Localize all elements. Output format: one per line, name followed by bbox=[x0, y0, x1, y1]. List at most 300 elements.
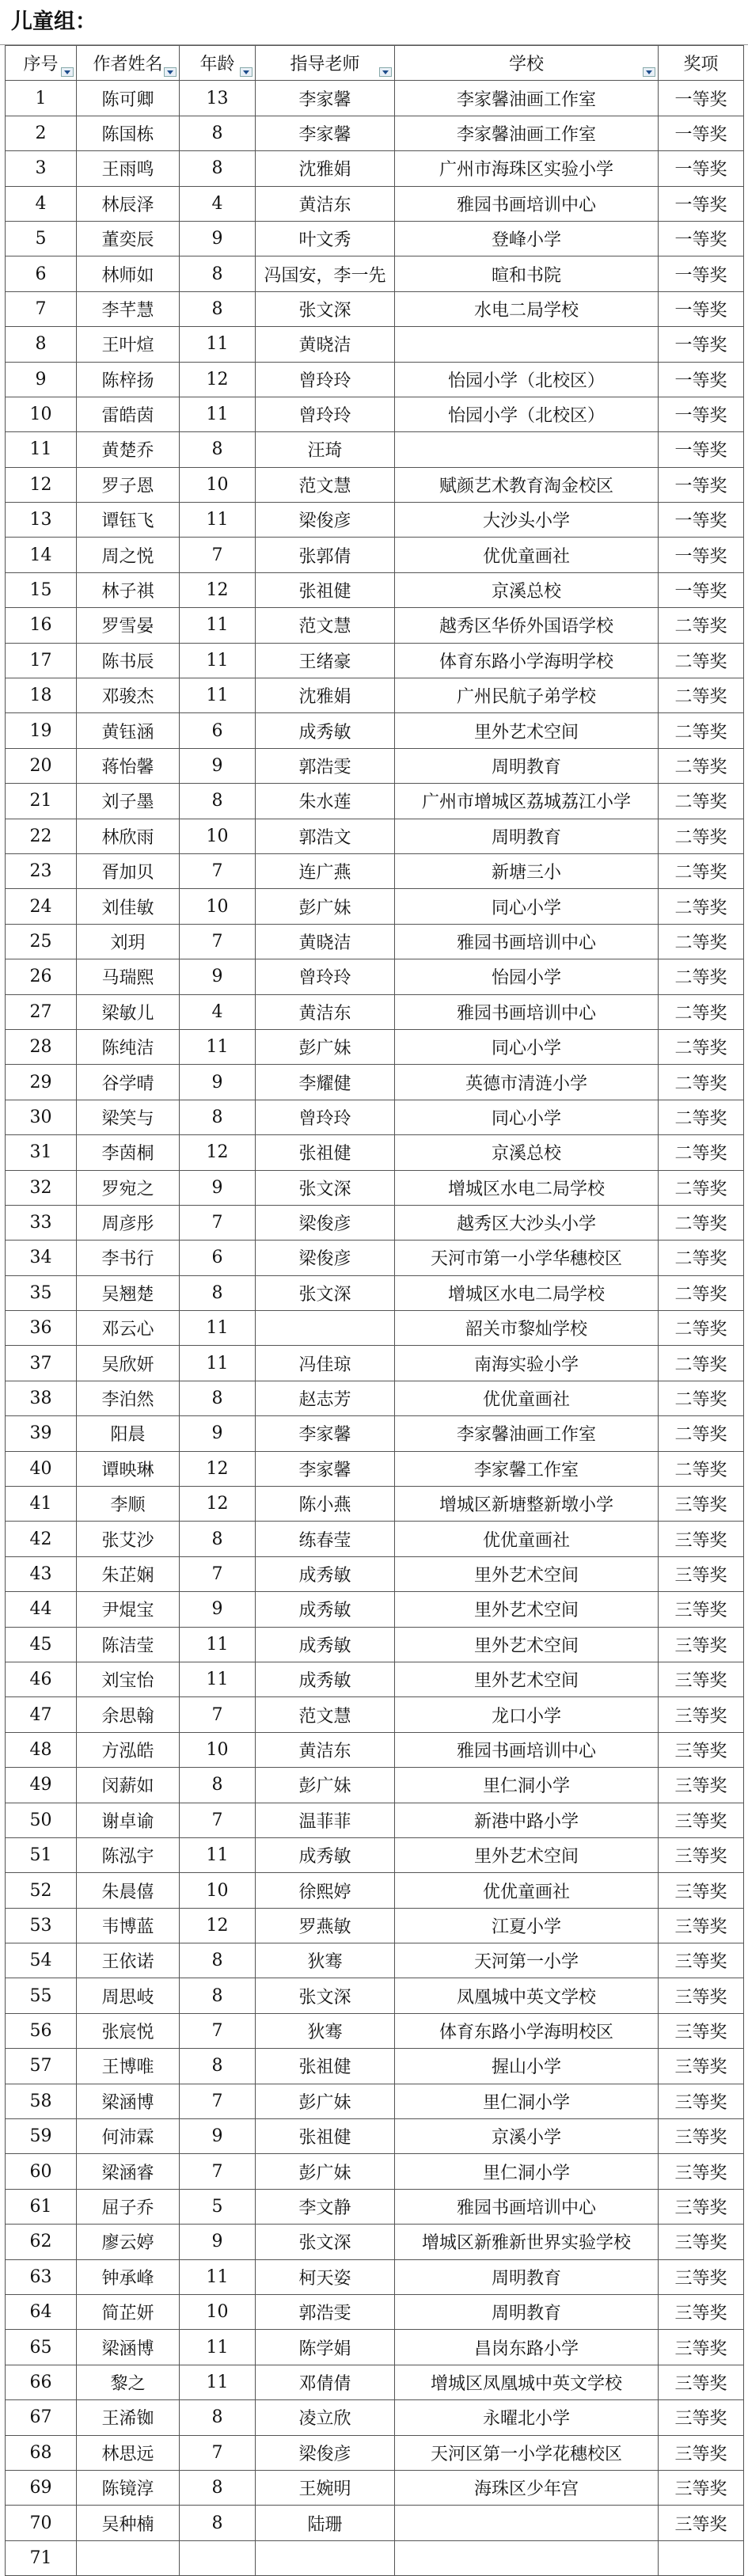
cell-award[interactable]: 三等奖 bbox=[659, 1592, 744, 1627]
cell-teacher[interactable]: 黄洁东 bbox=[256, 186, 395, 221]
cell-teacher[interactable]: 温菲菲 bbox=[256, 1803, 395, 1837]
cell-award[interactable]: 二等奖 bbox=[659, 784, 744, 819]
cell-index[interactable]: 69 bbox=[6, 2470, 77, 2505]
cell-author-name[interactable]: 罗宛之 bbox=[77, 1170, 180, 1205]
cell-school[interactable]: 韶关市黎灿学校 bbox=[395, 1311, 659, 1346]
cell-author-name[interactable]: 李顺 bbox=[77, 1487, 180, 1522]
cell-age[interactable]: 5 bbox=[180, 2189, 256, 2224]
cell-award[interactable]: 三等奖 bbox=[659, 2506, 744, 2540]
cell-teacher[interactable]: 彭广妹 bbox=[256, 889, 395, 924]
cell-teacher[interactable]: 李文静 bbox=[256, 2189, 395, 2224]
cell-index[interactable]: 20 bbox=[6, 748, 77, 783]
cell-age[interactable]: 4 bbox=[180, 186, 256, 221]
cell-award[interactable]: 一等奖 bbox=[659, 397, 744, 431]
cell-author-name[interactable]: 陈洁莹 bbox=[77, 1627, 180, 1662]
cell-teacher[interactable]: 罗燕敏 bbox=[256, 1908, 395, 1943]
cell-index[interactable]: 11 bbox=[6, 432, 77, 467]
cell-age[interactable]: 7 bbox=[180, 853, 256, 888]
cell-school[interactable]: 雅园书画培训中心 bbox=[395, 186, 659, 221]
cell-teacher[interactable]: 成秀敏 bbox=[256, 1556, 395, 1591]
cell-index[interactable]: 56 bbox=[6, 2013, 77, 2048]
cell-author-name[interactable]: 林师如 bbox=[77, 256, 180, 291]
cell-age[interactable]: 8 bbox=[180, 2470, 256, 2505]
cell-award[interactable]: 二等奖 bbox=[659, 853, 744, 888]
cell-age[interactable]: 11 bbox=[180, 1029, 256, 1064]
cell-index[interactable]: 6 bbox=[6, 256, 77, 291]
cell-author-name[interactable]: 闵薪如 bbox=[77, 1768, 180, 1803]
cell-school[interactable]: 里仁洞小学 bbox=[395, 2084, 659, 2118]
cell-age[interactable]: 11 bbox=[180, 1346, 256, 1381]
cell-teacher[interactable]: 张文深 bbox=[256, 291, 395, 326]
cell-index[interactable]: 16 bbox=[6, 608, 77, 643]
cell-age[interactable]: 7 bbox=[180, 924, 256, 959]
cell-teacher[interactable]: 彭广妹 bbox=[256, 2154, 395, 2189]
cell-school[interactable]: 广州民航子弟学校 bbox=[395, 678, 659, 713]
cell-index[interactable]: 23 bbox=[6, 853, 77, 888]
cell-index[interactable]: 1 bbox=[6, 81, 77, 116]
cell-age[interactable]: 11 bbox=[180, 327, 256, 362]
cell-award[interactable]: 一等奖 bbox=[659, 256, 744, 291]
cell-teacher[interactable]: 张文深 bbox=[256, 1170, 395, 1205]
cell-award[interactable]: 二等奖 bbox=[659, 1065, 744, 1100]
cell-index[interactable]: 66 bbox=[6, 2365, 77, 2399]
cell-award[interactable]: 三等奖 bbox=[659, 1873, 744, 1908]
cell-award[interactable]: 三等奖 bbox=[659, 2084, 744, 2118]
cell-teacher[interactable]: 连广燕 bbox=[256, 853, 395, 888]
cell-school[interactable]: 雅园书画培训中心 bbox=[395, 2189, 659, 2224]
cell-author-name[interactable]: 梁涵睿 bbox=[77, 2154, 180, 2189]
cell-school[interactable]: 京溪小学 bbox=[395, 2119, 659, 2154]
cell-index[interactable]: 39 bbox=[6, 1416, 77, 1451]
cell-index[interactable]: 14 bbox=[6, 538, 77, 572]
cell-author-name[interactable]: 罗雪晏 bbox=[77, 608, 180, 643]
cell-age[interactable]: 8 bbox=[180, 2400, 256, 2435]
cell-age[interactable]: 10 bbox=[180, 2295, 256, 2330]
cell-age[interactable]: 11 bbox=[180, 503, 256, 538]
cell-index[interactable]: 58 bbox=[6, 2084, 77, 2118]
cell-author-name[interactable]: 何沛霖 bbox=[77, 2119, 180, 2154]
cell-school[interactable]: 增城区凤凰城中英文学校 bbox=[395, 2365, 659, 2399]
cell-index[interactable]: 21 bbox=[6, 784, 77, 819]
cell-award[interactable]: 二等奖 bbox=[659, 1381, 744, 1415]
cell-school[interactable]: 里外艺术空间 bbox=[395, 1592, 659, 1627]
cell-teacher[interactable]: 黄晓洁 bbox=[256, 327, 395, 362]
cell-age[interactable]: 8 bbox=[180, 1978, 256, 2013]
cell-index[interactable]: 67 bbox=[6, 2400, 77, 2435]
cell-teacher[interactable]: 李家馨 bbox=[256, 116, 395, 150]
cell-school[interactable]: 李家馨油画工作室 bbox=[395, 81, 659, 116]
cell-age[interactable]: 9 bbox=[180, 2119, 256, 2154]
cell-age[interactable]: 8 bbox=[180, 1768, 256, 1803]
cell-age[interactable]: 8 bbox=[180, 1943, 256, 1978]
cell-age[interactable]: 9 bbox=[180, 221, 256, 256]
cell-award[interactable]: 一等奖 bbox=[659, 81, 744, 116]
cell-award[interactable]: 二等奖 bbox=[659, 1275, 744, 1310]
cell-age[interactable]: 7 bbox=[180, 1803, 256, 1837]
cell-author-name[interactable]: 廖云婷 bbox=[77, 2225, 180, 2259]
cell-school[interactable]: 京溪总校 bbox=[395, 1135, 659, 1170]
cell-school[interactable]: 南海实验小学 bbox=[395, 1346, 659, 1381]
cell-award[interactable]: 三等奖 bbox=[659, 1803, 744, 1837]
cell-award[interactable]: 二等奖 bbox=[659, 608, 744, 643]
cell-age[interactable]: 12 bbox=[180, 572, 256, 607]
cell-school[interactable]: 雅园书画培训中心 bbox=[395, 994, 659, 1029]
cell-award[interactable]: 三等奖 bbox=[659, 2365, 744, 2399]
cell-author-name[interactable]: 方泓皓 bbox=[77, 1732, 180, 1767]
cell-age[interactable]: 12 bbox=[180, 1908, 256, 1943]
cell-school[interactable]: 周明教育 bbox=[395, 2259, 659, 2294]
cell-school[interactable]: 怡园小学（北校区） bbox=[395, 397, 659, 431]
cell-teacher[interactable]: 李家馨 bbox=[256, 1416, 395, 1451]
cell-age[interactable]: 7 bbox=[180, 1556, 256, 1591]
cell-age[interactable]: 10 bbox=[180, 467, 256, 502]
cell-teacher[interactable]: 梁俊彦 bbox=[256, 1205, 395, 1240]
cell-award[interactable]: 二等奖 bbox=[659, 678, 744, 713]
cell-school[interactable]: 海珠区少年宫 bbox=[395, 2470, 659, 2505]
cell-award[interactable]: 三等奖 bbox=[659, 2259, 744, 2294]
cell-author-name[interactable]: 李书行 bbox=[77, 1241, 180, 1275]
cell-age[interactable]: 11 bbox=[180, 643, 256, 678]
cell-teacher[interactable]: 张郭倩 bbox=[256, 538, 395, 572]
cell-award[interactable]: 二等奖 bbox=[659, 959, 744, 994]
cell-award[interactable]: 三等奖 bbox=[659, 2225, 744, 2259]
cell-age[interactable]: 12 bbox=[180, 1487, 256, 1522]
cell-author-name[interactable]: 屈子乔 bbox=[77, 2189, 180, 2224]
cell-index[interactable]: 4 bbox=[6, 186, 77, 221]
cell-teacher[interactable]: 梁俊彦 bbox=[256, 1241, 395, 1275]
cell-age[interactable]: 8 bbox=[180, 784, 256, 819]
cell-school[interactable]: 优优童画社 bbox=[395, 538, 659, 572]
cell-school[interactable]: 里外艺术空间 bbox=[395, 713, 659, 748]
header-author-name[interactable]: 作者姓名 bbox=[77, 46, 180, 81]
cell-school[interactable]: 雅园书画培训中心 bbox=[395, 924, 659, 959]
cell-school[interactable]: 暄和书院 bbox=[395, 256, 659, 291]
cell-school[interactable]: 广州市增城区荔城荔江小学 bbox=[395, 784, 659, 819]
cell-teacher[interactable]: 徐熙婷 bbox=[256, 1873, 395, 1908]
cell-school[interactable]: 周明教育 bbox=[395, 2295, 659, 2330]
cell-teacher[interactable]: 黄洁东 bbox=[256, 1732, 395, 1767]
cell-age[interactable]: 10 bbox=[180, 1873, 256, 1908]
cell-index[interactable]: 13 bbox=[6, 503, 77, 538]
cell-teacher[interactable]: 张祖健 bbox=[256, 2049, 395, 2084]
cell-teacher[interactable]: 陈小燕 bbox=[256, 1487, 395, 1522]
cell-author-name[interactable]: 刘子墨 bbox=[77, 784, 180, 819]
cell-teacher[interactable]: 成秀敏 bbox=[256, 1592, 395, 1627]
cell-school[interactable]: 天河区第一小学花穗校区 bbox=[395, 2435, 659, 2470]
cell-award[interactable]: 三等奖 bbox=[659, 1522, 744, 1556]
cell-index[interactable]: 45 bbox=[6, 1627, 77, 1662]
cell-award[interactable]: 二等奖 bbox=[659, 1311, 744, 1346]
cell-school[interactable]: 广州市海珠区实验小学 bbox=[395, 151, 659, 186]
cell-index[interactable]: 41 bbox=[6, 1487, 77, 1522]
cell-author-name[interactable]: 梁敏儿 bbox=[77, 994, 180, 1029]
cell-index[interactable]: 5 bbox=[6, 221, 77, 256]
cell-teacher[interactable]: 沈雅娟 bbox=[256, 678, 395, 713]
cell-award[interactable]: 二等奖 bbox=[659, 1416, 744, 1451]
cell-school[interactable]: 增城区水电二局学校 bbox=[395, 1275, 659, 1310]
cell-age[interactable]: 13 bbox=[180, 81, 256, 116]
cell-index[interactable]: 57 bbox=[6, 2049, 77, 2084]
cell-age[interactable]: 12 bbox=[180, 1135, 256, 1170]
cell-index[interactable]: 27 bbox=[6, 994, 77, 1029]
cell-author-name[interactable]: 梁涵博 bbox=[77, 2084, 180, 2118]
cell-award[interactable]: 一等奖 bbox=[659, 151, 744, 186]
cell-author-name[interactable] bbox=[77, 2540, 180, 2575]
cell-index[interactable]: 70 bbox=[6, 2506, 77, 2540]
cell-age[interactable]: 7 bbox=[180, 1205, 256, 1240]
cell-age[interactable]: 9 bbox=[180, 1592, 256, 1627]
cell-author-name[interactable]: 张艾沙 bbox=[77, 1522, 180, 1556]
cell-author-name[interactable]: 余思翰 bbox=[77, 1697, 180, 1732]
cell-school[interactable]: 周明教育 bbox=[395, 819, 659, 853]
cell-school[interactable]: 李家馨油画工作室 bbox=[395, 116, 659, 150]
cell-award[interactable]: 一等奖 bbox=[659, 291, 744, 326]
cell-age[interactable]: 11 bbox=[180, 2365, 256, 2399]
cell-author-name[interactable]: 王浠铷 bbox=[77, 2400, 180, 2435]
filter-dropdown-icon[interactable] bbox=[61, 67, 74, 77]
cell-school[interactable]: 新塘三小 bbox=[395, 853, 659, 888]
cell-award[interactable]: 三等奖 bbox=[659, 2013, 744, 2048]
cell-school[interactable] bbox=[395, 2506, 659, 2540]
cell-index[interactable]: 68 bbox=[6, 2435, 77, 2470]
cell-index[interactable]: 61 bbox=[6, 2189, 77, 2224]
filter-dropdown-icon[interactable] bbox=[240, 67, 252, 77]
cell-author-name[interactable]: 陈可卿 bbox=[77, 81, 180, 116]
cell-school[interactable]: 同心小学 bbox=[395, 1100, 659, 1134]
header-school[interactable]: 学校 bbox=[395, 46, 659, 81]
cell-teacher[interactable]: 郭浩文 bbox=[256, 819, 395, 853]
cell-school[interactable]: 增城区新塘整新墩小学 bbox=[395, 1487, 659, 1522]
cell-author-name[interactable]: 王博唯 bbox=[77, 2049, 180, 2084]
cell-age[interactable]: 11 bbox=[180, 678, 256, 713]
cell-award[interactable]: 三等奖 bbox=[659, 1697, 744, 1732]
cell-teacher[interactable] bbox=[256, 1311, 395, 1346]
cell-age[interactable]: 8 bbox=[180, 1381, 256, 1415]
cell-school[interactable]: 天河市第一小学华穗校区 bbox=[395, 1241, 659, 1275]
cell-index[interactable]: 44 bbox=[6, 1592, 77, 1627]
cell-school[interactable]: 怡园小学 bbox=[395, 959, 659, 994]
cell-index[interactable]: 43 bbox=[6, 1556, 77, 1591]
cell-award[interactable]: 一等奖 bbox=[659, 186, 744, 221]
cell-school[interactable]: 江夏小学 bbox=[395, 1908, 659, 1943]
cell-index[interactable]: 24 bbox=[6, 889, 77, 924]
cell-teacher[interactable]: 沈雅娟 bbox=[256, 151, 395, 186]
cell-award[interactable]: 一等奖 bbox=[659, 503, 744, 538]
cell-award[interactable]: 二等奖 bbox=[659, 889, 744, 924]
cell-index[interactable]: 40 bbox=[6, 1451, 77, 1486]
cell-teacher[interactable]: 叶文秀 bbox=[256, 221, 395, 256]
cell-teacher[interactable]: 王婉明 bbox=[256, 2470, 395, 2505]
cell-index[interactable]: 31 bbox=[6, 1135, 77, 1170]
cell-teacher[interactable]: 陆珊 bbox=[256, 2506, 395, 2540]
cell-school[interactable]: 体育东路小学海明校区 bbox=[395, 2013, 659, 2048]
cell-teacher[interactable]: 张祖健 bbox=[256, 572, 395, 607]
cell-author-name[interactable]: 阳晨 bbox=[77, 1416, 180, 1451]
cell-author-name[interactable]: 林思远 bbox=[77, 2435, 180, 2470]
cell-age[interactable]: 9 bbox=[180, 2225, 256, 2259]
cell-author-name[interactable]: 蒋怡馨 bbox=[77, 748, 180, 783]
cell-award[interactable]: 一等奖 bbox=[659, 221, 744, 256]
cell-school[interactable]: 里外艺术空间 bbox=[395, 1627, 659, 1662]
cell-school[interactable]: 增城区水电二局学校 bbox=[395, 1170, 659, 1205]
cell-school[interactable]: 优优童画社 bbox=[395, 1522, 659, 1556]
cell-award[interactable]: 三等奖 bbox=[659, 1627, 744, 1662]
cell-author-name[interactable]: 王依诺 bbox=[77, 1943, 180, 1978]
cell-age[interactable]: 11 bbox=[180, 1837, 256, 1872]
cell-age[interactable]: 8 bbox=[180, 291, 256, 326]
cell-award[interactable]: 二等奖 bbox=[659, 1205, 744, 1240]
cell-index[interactable]: 36 bbox=[6, 1311, 77, 1346]
cell-author-name[interactable]: 陈书辰 bbox=[77, 643, 180, 678]
cell-author-name[interactable]: 陈镜淳 bbox=[77, 2470, 180, 2505]
cell-index[interactable]: 54 bbox=[6, 1943, 77, 1978]
cell-award[interactable]: 三等奖 bbox=[659, 2119, 744, 2154]
cell-author-name[interactable]: 谢卓谕 bbox=[77, 1803, 180, 1837]
cell-teacher[interactable]: 狄骞 bbox=[256, 2013, 395, 2048]
cell-teacher[interactable]: 范文慧 bbox=[256, 467, 395, 502]
cell-author-name[interactable]: 尹焜宝 bbox=[77, 1592, 180, 1627]
cell-teacher[interactable]: 王绪豪 bbox=[256, 643, 395, 678]
cell-school[interactable]: 登峰小学 bbox=[395, 221, 659, 256]
cell-age[interactable]: 7 bbox=[180, 2154, 256, 2189]
cell-author-name[interactable]: 刘佳敏 bbox=[77, 889, 180, 924]
cell-award[interactable]: 一等奖 bbox=[659, 432, 744, 467]
cell-author-name[interactable]: 吴欣妍 bbox=[77, 1346, 180, 1381]
header-teacher[interactable]: 指导老师 bbox=[256, 46, 395, 81]
cell-index[interactable]: 7 bbox=[6, 291, 77, 326]
cell-school[interactable]: 里外艺术空间 bbox=[395, 1837, 659, 1872]
cell-author-name[interactable]: 王叶煊 bbox=[77, 327, 180, 362]
filter-dropdown-icon[interactable] bbox=[643, 67, 655, 77]
cell-age[interactable]: 10 bbox=[180, 889, 256, 924]
cell-award[interactable]: 二等奖 bbox=[659, 1135, 744, 1170]
cell-teacher[interactable]: 彭广妹 bbox=[256, 1768, 395, 1803]
cell-school[interactable]: 优优童画社 bbox=[395, 1381, 659, 1415]
cell-index[interactable]: 52 bbox=[6, 1873, 77, 1908]
cell-teacher[interactable]: 范文慧 bbox=[256, 1697, 395, 1732]
cell-teacher[interactable]: 张文深 bbox=[256, 1275, 395, 1310]
cell-teacher[interactable]: 曾玲玲 bbox=[256, 959, 395, 994]
cell-teacher[interactable]: 郭浩雯 bbox=[256, 2295, 395, 2330]
cell-teacher[interactable]: 曾玲玲 bbox=[256, 1100, 395, 1134]
cell-author-name[interactable]: 黄钰涵 bbox=[77, 713, 180, 748]
cell-award[interactable]: 三等奖 bbox=[659, 1662, 744, 1696]
cell-award[interactable]: 三等奖 bbox=[659, 2154, 744, 2189]
cell-author-name[interactable]: 吴种楠 bbox=[77, 2506, 180, 2540]
cell-school[interactable]: 龙口小学 bbox=[395, 1697, 659, 1732]
cell-teacher[interactable]: 成秀敏 bbox=[256, 1837, 395, 1872]
cell-author-name[interactable]: 谷学晴 bbox=[77, 1065, 180, 1100]
cell-teacher[interactable]: 彭广妹 bbox=[256, 2084, 395, 2118]
cell-teacher[interactable]: 陈学娟 bbox=[256, 2330, 395, 2365]
cell-teacher[interactable]: 范文慧 bbox=[256, 608, 395, 643]
cell-teacher[interactable]: 狄骞 bbox=[256, 1943, 395, 1978]
cell-award[interactable]: 二等奖 bbox=[659, 748, 744, 783]
cell-school[interactable]: 天河第一小学 bbox=[395, 1943, 659, 1978]
cell-index[interactable]: 8 bbox=[6, 327, 77, 362]
cell-index[interactable]: 30 bbox=[6, 1100, 77, 1134]
cell-author-name[interactable]: 林辰泽 bbox=[77, 186, 180, 221]
cell-age[interactable]: 6 bbox=[180, 713, 256, 748]
cell-index[interactable]: 19 bbox=[6, 713, 77, 748]
cell-index[interactable]: 55 bbox=[6, 1978, 77, 2013]
cell-teacher[interactable]: 郭浩雯 bbox=[256, 748, 395, 783]
cell-age[interactable]: 8 bbox=[180, 116, 256, 150]
cell-teacher[interactable]: 黄晓洁 bbox=[256, 924, 395, 959]
cell-age[interactable]: 8 bbox=[180, 151, 256, 186]
cell-index[interactable]: 51 bbox=[6, 1837, 77, 1872]
cell-school[interactable]: 新港中路小学 bbox=[395, 1803, 659, 1837]
cell-award[interactable]: 三等奖 bbox=[659, 1943, 744, 1978]
cell-age[interactable]: 11 bbox=[180, 608, 256, 643]
header-age[interactable]: 年龄 bbox=[180, 46, 256, 81]
cell-author-name[interactable]: 邓云心 bbox=[77, 1311, 180, 1346]
cell-award[interactable]: 二等奖 bbox=[659, 643, 744, 678]
cell-teacher[interactable]: 李家馨 bbox=[256, 1451, 395, 1486]
cell-teacher[interactable]: 李家馨 bbox=[256, 81, 395, 116]
cell-author-name[interactable]: 陈泓宇 bbox=[77, 1837, 180, 1872]
cell-index[interactable]: 9 bbox=[6, 362, 77, 397]
cell-school[interactable]: 同心小学 bbox=[395, 1029, 659, 1064]
cell-age[interactable] bbox=[180, 2540, 256, 2575]
cell-author-name[interactable]: 周之悦 bbox=[77, 538, 180, 572]
filter-dropdown-icon[interactable] bbox=[379, 67, 392, 77]
cell-school[interactable]: 越秀区华侨外国语学校 bbox=[395, 608, 659, 643]
cell-age[interactable]: 7 bbox=[180, 2084, 256, 2118]
cell-teacher[interactable]: 曾玲玲 bbox=[256, 362, 395, 397]
cell-author-name[interactable]: 黄楚乔 bbox=[77, 432, 180, 467]
cell-index[interactable]: 71 bbox=[6, 2540, 77, 2575]
cell-teacher[interactable]: 凌立欣 bbox=[256, 2400, 395, 2435]
cell-index[interactable]: 65 bbox=[6, 2330, 77, 2365]
cell-age[interactable]: 11 bbox=[180, 2259, 256, 2294]
cell-teacher[interactable] bbox=[256, 2540, 395, 2575]
cell-school[interactable]: 李家馨油画工作室 bbox=[395, 1416, 659, 1451]
cell-author-name[interactable]: 林欣雨 bbox=[77, 819, 180, 853]
cell-age[interactable]: 11 bbox=[180, 397, 256, 431]
cell-award[interactable]: 二等奖 bbox=[659, 1451, 744, 1486]
cell-author-name[interactable]: 李茵桐 bbox=[77, 1135, 180, 1170]
cell-award[interactable]: 三等奖 bbox=[659, 2400, 744, 2435]
cell-school[interactable]: 优优童画社 bbox=[395, 1873, 659, 1908]
cell-award[interactable]: 二等奖 bbox=[659, 819, 744, 853]
cell-award[interactable]: 一等奖 bbox=[659, 362, 744, 397]
cell-index[interactable]: 59 bbox=[6, 2119, 77, 2154]
cell-author-name[interactable]: 马瑞熙 bbox=[77, 959, 180, 994]
cell-age[interactable]: 11 bbox=[180, 1311, 256, 1346]
cell-index[interactable]: 35 bbox=[6, 1275, 77, 1310]
filter-dropdown-icon[interactable] bbox=[164, 67, 177, 77]
cell-index[interactable]: 29 bbox=[6, 1065, 77, 1100]
cell-age[interactable]: 10 bbox=[180, 819, 256, 853]
cell-teacher[interactable]: 张祖健 bbox=[256, 1135, 395, 1170]
cell-age[interactable]: 7 bbox=[180, 2435, 256, 2470]
cell-school[interactable]: 大沙头小学 bbox=[395, 503, 659, 538]
cell-index[interactable]: 32 bbox=[6, 1170, 77, 1205]
cell-teacher[interactable]: 成秀敏 bbox=[256, 1662, 395, 1696]
cell-author-name[interactable]: 韦博蓝 bbox=[77, 1908, 180, 1943]
cell-teacher[interactable]: 张祖健 bbox=[256, 2119, 395, 2154]
cell-school[interactable]: 凤凰城中英文学校 bbox=[395, 1978, 659, 2013]
cell-school[interactable]: 永曜北小学 bbox=[395, 2400, 659, 2435]
cell-award[interactable]: 二等奖 bbox=[659, 713, 744, 748]
cell-award[interactable]: 一等奖 bbox=[659, 327, 744, 362]
cell-award[interactable]: 二等奖 bbox=[659, 924, 744, 959]
cell-school[interactable]: 京溪总校 bbox=[395, 572, 659, 607]
cell-author-name[interactable]: 周彦彤 bbox=[77, 1205, 180, 1240]
cell-award[interactable]: 二等奖 bbox=[659, 994, 744, 1029]
cell-index[interactable]: 34 bbox=[6, 1241, 77, 1275]
